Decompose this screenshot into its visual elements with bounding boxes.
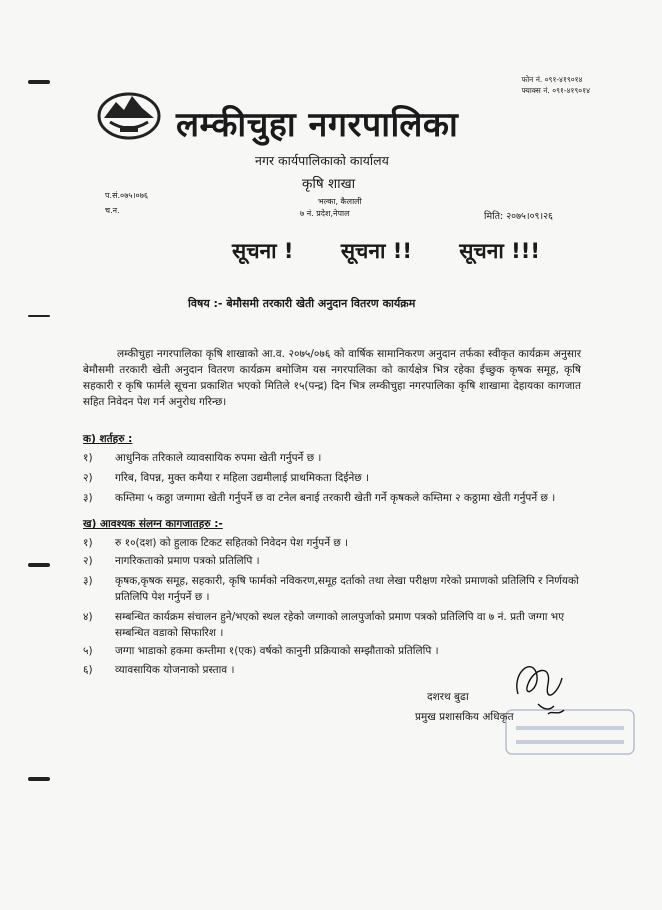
item-text: जग्गा भाडाको हकमा कम्तीमा १(एक) वर्षको कानुनी प्रक्रियाको सम्झौताको प्रतिलिपि । [115, 645, 439, 657]
document-date: मिति: २०७५।०९।२६ [484, 211, 553, 222]
item-number: २) [83, 472, 93, 484]
item-number: ४) [83, 611, 93, 623]
item-number: ६) [83, 664, 93, 676]
item-text: सम्बन्धित कार्यक्रम संचालन हुने/भएको स्थल रहेको जग्गाको लालपुर्जाको प्रमाण पत्रको प्रतिलिपि वा ७ नं. प्रती जग्गा भए सम्बन्धित वडाको सिफारिश । [115, 611, 564, 639]
list-item [83, 573, 583, 605]
margin-mark [28, 80, 50, 84]
notice-word: सूचना !! [340, 239, 412, 263]
notice-word: सूचना ! [232, 239, 294, 263]
list-item [83, 609, 583, 641]
office-subtitle: नगर कार्यपालिकाको कार्यालय [255, 153, 389, 168]
documents-heading: ख) आवश्यक संलग्न कागजातहरु :- [83, 518, 223, 530]
branch-name: कृषि शाखा [302, 176, 356, 192]
item-number: १) [83, 537, 93, 549]
phone-number: फोन नं. ०९१-४१९०१४ [521, 75, 583, 84]
item-text: व्यावसायिक योजनाको प्रस्ताव । [115, 664, 235, 676]
list-item [83, 450, 583, 466]
reference-number: प.सं.०७५।०७६ [105, 191, 149, 200]
address-line-1: भल्का, कैलाली [318, 197, 362, 206]
item-text: कृषक,कृषक समूह, सहकारी, कृषि फार्मको नविकरण,समूह दर्ताको तथा लेखा परीक्षण गरेको प्रमाणको प्रतिलिपि र निर्णयको प्रतिलिपि पेश गर्नुपर्ने छ । [115, 575, 579, 603]
nepal-emblem-logo [96, 88, 162, 140]
subject-line: विषय :- बेमौसमी तरकारी खेती अनुदान वितरण कार्यक्रम [188, 297, 416, 310]
margin-mark [28, 563, 50, 567]
margin-mark [28, 315, 50, 317]
item-text: आधुनिक तरिकाले व्यावसायिक रुपमा खेती गर्नुपर्ने छ । [115, 452, 322, 464]
contact-block [521, 74, 590, 96]
signatory-name: दशरथ बुढा [427, 691, 469, 703]
item-text: गरिब, विपन्न, मुक्त कमैया र महिला उद्यमीलाई प्राथमिकता दिईनेछ । [115, 472, 370, 484]
conditions-heading: क) शर्तहरु : [83, 433, 133, 445]
fax-number: फ्याक्स नं. ०९१-४१९०१४ [521, 86, 590, 95]
item-number: १) [83, 452, 93, 464]
list-item [83, 470, 583, 486]
item-number: ३) [83, 575, 93, 587]
item-text: नागरिकताको प्रमाण पत्रको प्रतिलिपि । [115, 555, 260, 567]
item-number: ५) [83, 645, 93, 657]
office-title: लम्कीचुहा नगरपालिका [176, 105, 459, 145]
notice-word: सूचना !!! [459, 239, 540, 263]
notice-heading [232, 237, 580, 265]
item-number: २) [83, 555, 93, 567]
margin-mark [28, 777, 50, 781]
list-item [83, 553, 583, 569]
handwritten-signature [508, 654, 568, 724]
list-item [83, 535, 583, 551]
item-number: ३) [83, 492, 93, 504]
signatory-post: प्रमुख प्रशासकिय अधिकृत [415, 711, 514, 723]
intro-paragraph: लम्कीचुहा नगरपालिका कृषि शाखाको आ.व. २०७५/०७६ को वार्षिक सामानिकरण अनुदान तर्फका स्वीकृत कार्यक्रम अनुसार बेमौसमी तरकारी खेती अनुदान वितरण कार्यक्रम बमोजिम यस नगरपालिका को कार्यक्षेत्र भित्र रहेका ईच्छुक कृषक समूह, कृषि सहकारी र कृषि फार्मले सूचना प्रकाशित भएको मितिले १५(पन्द्र) दिन भित्र लम्कीचुहा नगरपालिका कृषि शाखामा देहायका कागजात सहित निवेदन पेश गर्न अनुरोध गरिन्छ। [83, 348, 581, 408]
chalan-number: च.न. [105, 206, 120, 215]
address-line-2: ७ नं. प्रदेश,नेपाल [300, 209, 350, 218]
item-text: रु १०(दश) को हुलाक टिकट सहितको निवेदन पेश गर्नुपर्ने छ । [115, 537, 349, 549]
item-text: कम्तिमा ५ कठ्ठा जग्गामा खेती गर्नुपर्ने छ वा टनेल बनाई तरकारी खेती गर्ने कृषकले कम्तिमा २ कठ्ठामा खेती गर्नुपर्ने छ । [115, 492, 556, 504]
list-item [83, 490, 583, 506]
